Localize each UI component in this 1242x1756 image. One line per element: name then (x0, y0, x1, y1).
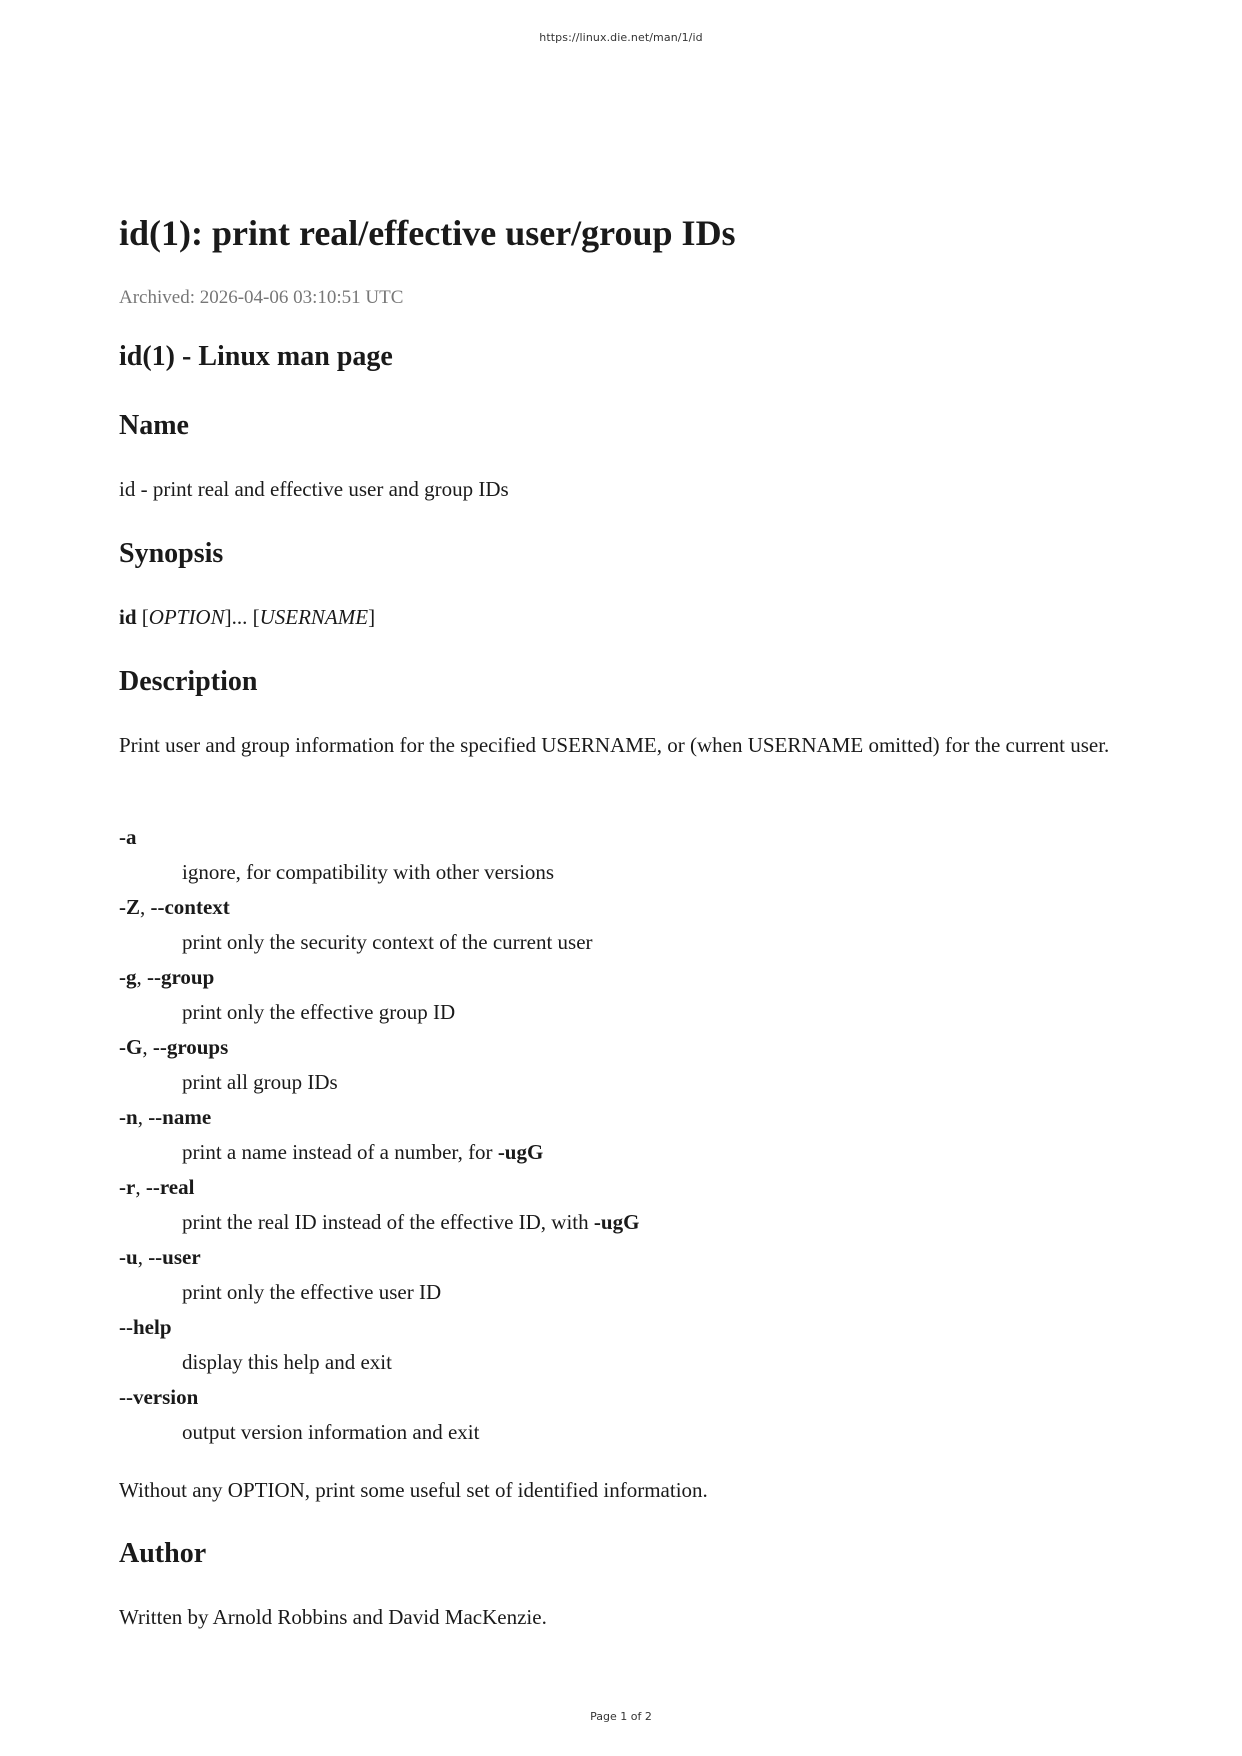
synopsis-arg-option: OPTION (148, 605, 225, 629)
page-title: id(1): print real/effective user/group IDs (119, 213, 736, 253)
author-section-heading: Author (119, 1538, 207, 1569)
synopsis-line (119, 600, 1129, 634)
option-term: -u, --user (119, 1245, 201, 1269)
option-term: -G, --groups (119, 1035, 229, 1059)
synopsis-mid: ]... [ (224, 605, 260, 629)
synopsis-arg-username: USERNAME (259, 605, 369, 629)
option-description: print only the effective group ID (182, 1000, 456, 1024)
name-section-text: id - print real and effective user and group IDs (119, 477, 509, 501)
synopsis-section-heading: Synopsis (119, 538, 224, 569)
name-section-heading: Name (119, 410, 189, 441)
page-number-footer: Page 1 of 2 (590, 1710, 652, 1723)
description-intro: Print user and group information for the specified USERNAME, or (when USERNAME omitted) for the current user. (119, 733, 1110, 757)
description-outro: Without any OPTION, print some useful set of identified information. (119, 1478, 708, 1502)
option-term: -r, --real (119, 1175, 195, 1199)
option-description: print only the effective user ID (182, 1280, 442, 1304)
option-description: print the real ID instead of the effective ID, with -ugG (182, 1210, 640, 1234)
option-term: -n, --name (119, 1105, 212, 1129)
synopsis-command: id (119, 605, 137, 629)
option-term: -g, --group (119, 965, 215, 989)
option-term: --version (119, 1385, 199, 1409)
option-description: print all group IDs (182, 1070, 338, 1094)
option-term: -Z, --context (119, 895, 230, 919)
option-term: -a (119, 825, 137, 849)
archived-timestamp: Archived: 2026-04-06 03:10:51 UTC (119, 287, 404, 308)
option-description: display this help and exit (182, 1350, 392, 1374)
option-description: ignore, for compatibility with other versions (182, 860, 555, 884)
page-url-header: https://linux.die.net/man/1/id (539, 31, 703, 44)
author-text: Written by Arnold Robbins and David MacKenzie. (119, 1605, 547, 1629)
manpage-heading: id(1) - Linux man page (119, 341, 393, 372)
description-section-heading: Description (119, 666, 258, 697)
option-description: output version information and exit (182, 1420, 480, 1444)
option-term: --help (119, 1315, 172, 1339)
option-description: print only the security context of the current user (182, 930, 593, 954)
synopsis-open: [ (136, 605, 149, 629)
option-description: print a name instead of a number, for -ugG (182, 1140, 544, 1164)
synopsis-close: ] (368, 605, 376, 629)
